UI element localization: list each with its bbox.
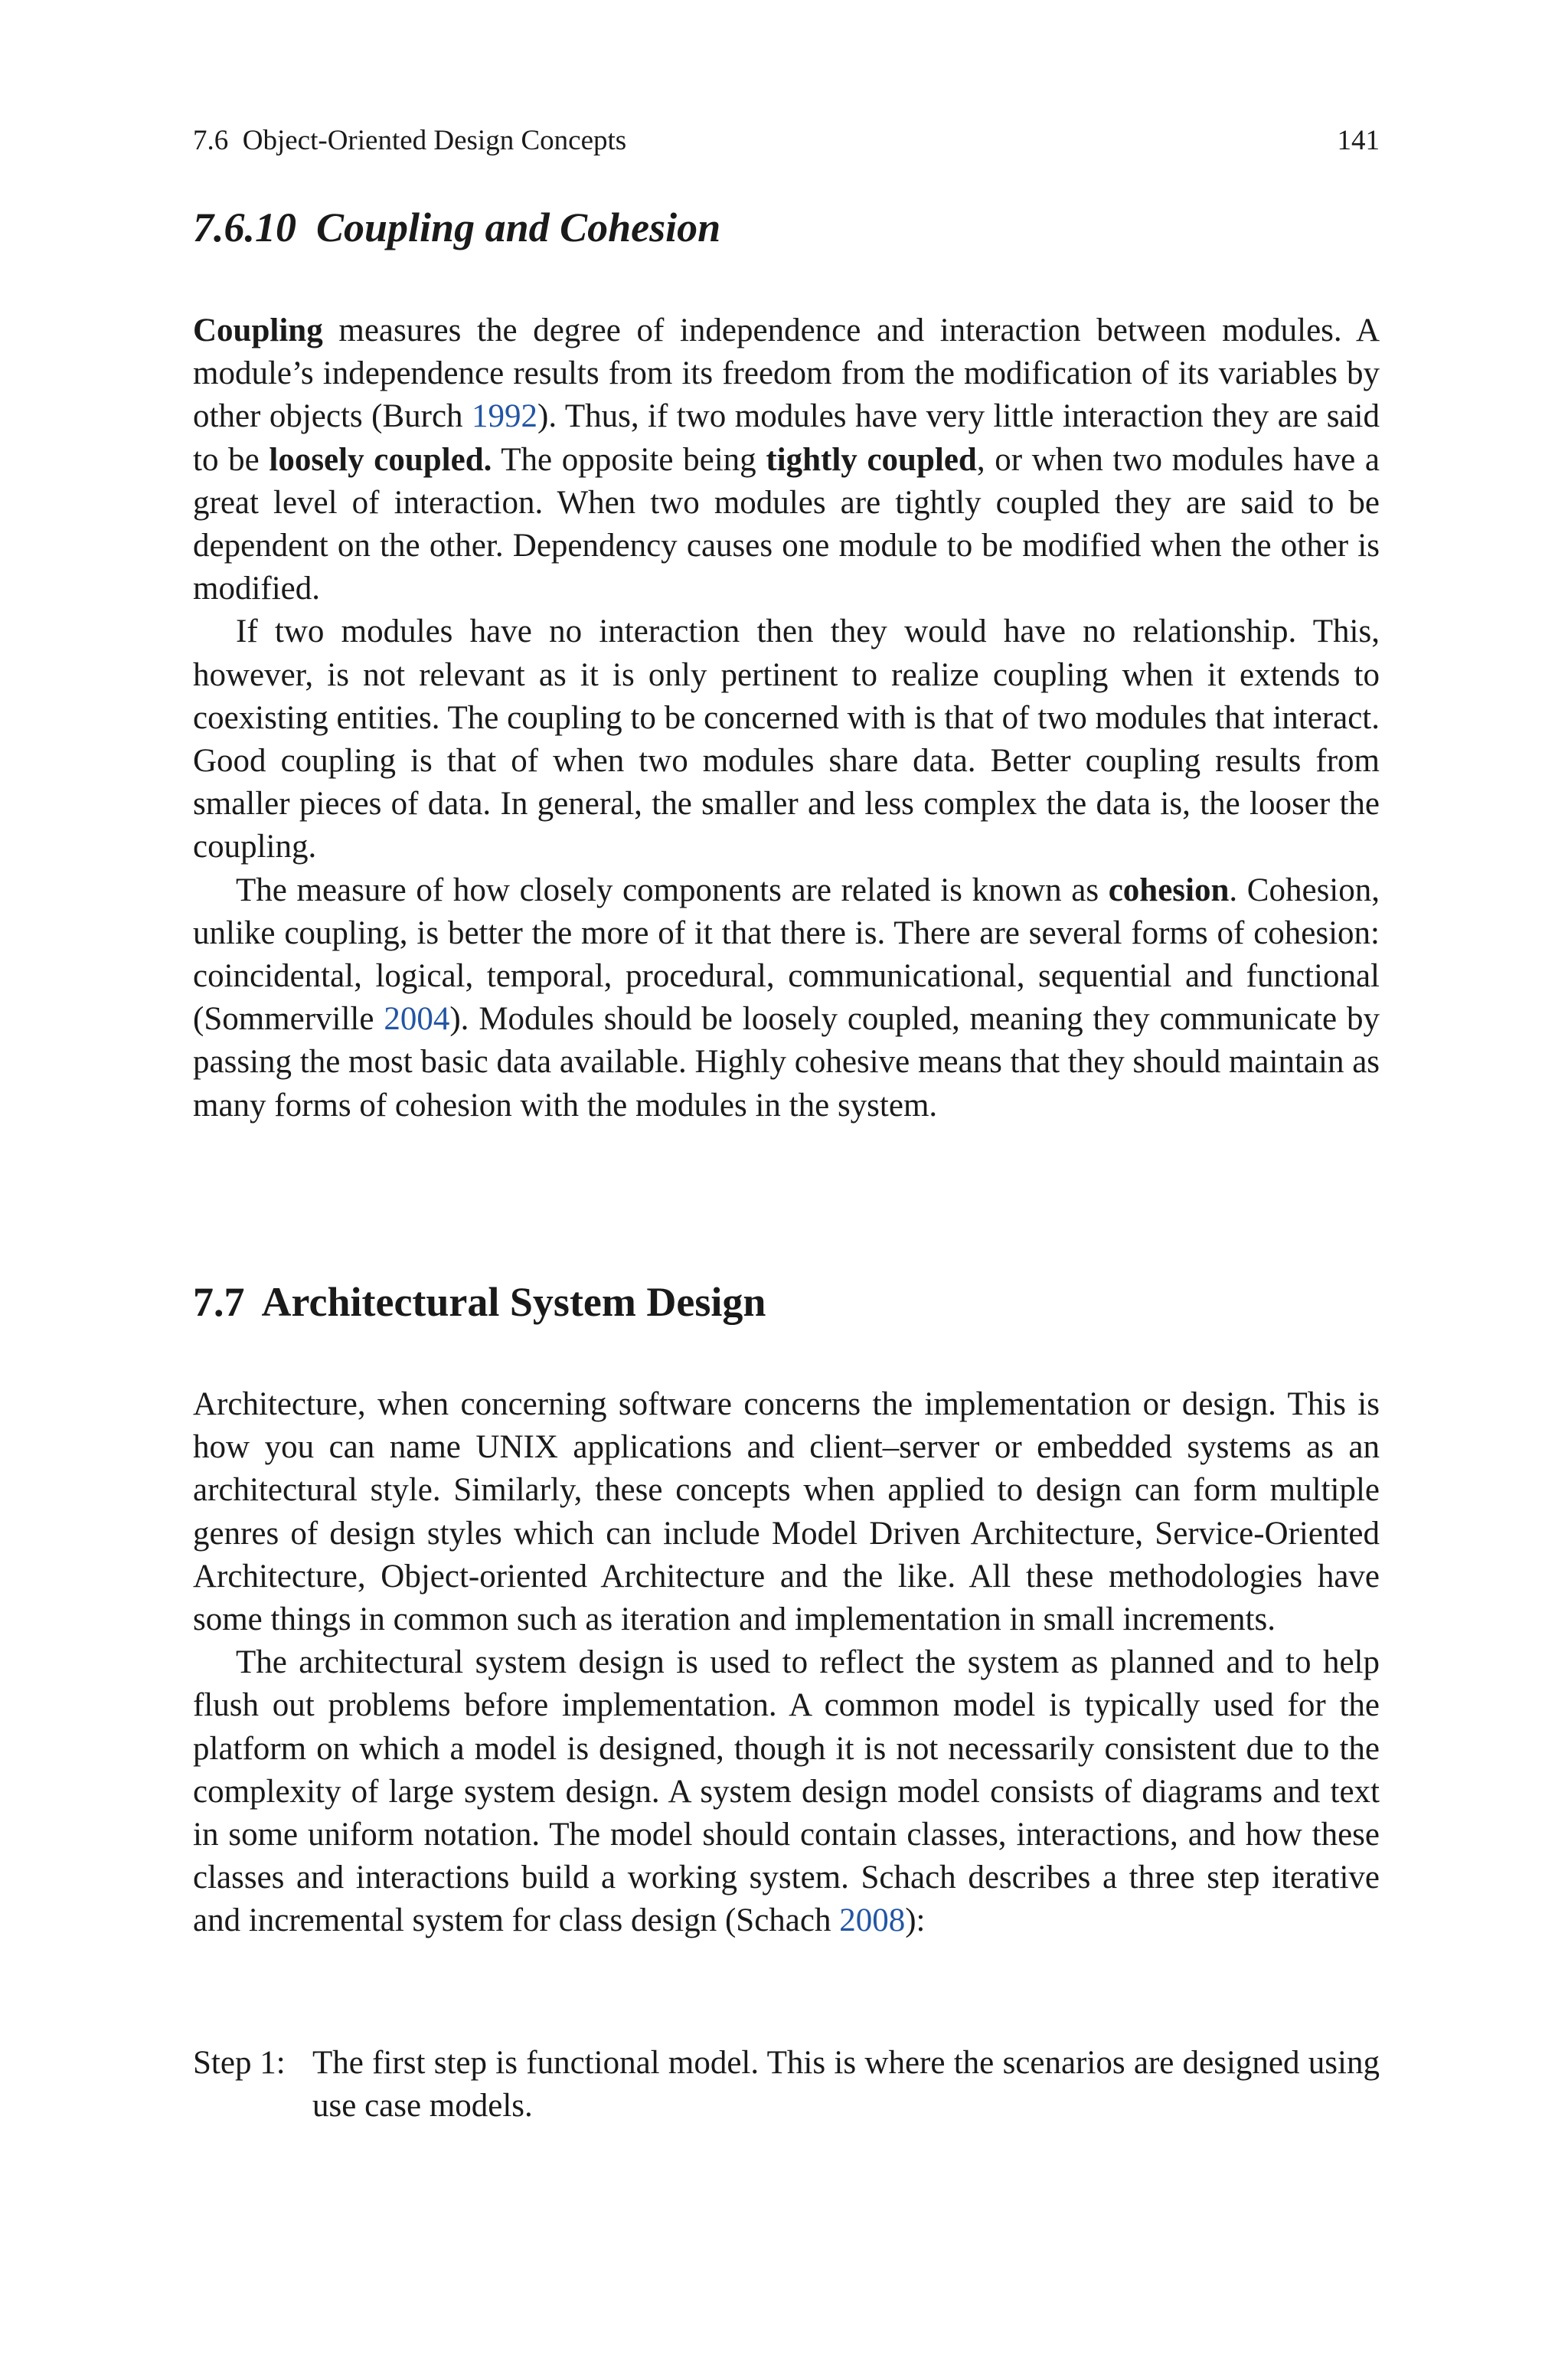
step-text: The first step is functional model. This is where the scenarios are designed using use case models. bbox=[312, 2045, 1380, 2124]
citation-link-burch[interactable]: 1992 bbox=[472, 398, 538, 435]
section-number: 7.7 bbox=[193, 1279, 245, 1325]
paragraph-text: The measure of how closely components are related is known as bbox=[236, 872, 1109, 908]
running-head-section: 7.6 bbox=[193, 125, 229, 156]
paragraph-text: ). Thus, if two modules have very little interaction they are said to be bbox=[193, 398, 1380, 478]
paragraph-text: The opposite being bbox=[492, 441, 766, 478]
section-title: Architectural System Design bbox=[261, 1279, 766, 1325]
paragraph-text: The architectural system design is used to reflect the system as planned and to help flush out problems before implementation. A common model is typically used for the platform on which a model is designed, though it is not necessarily consistent due to the complexity of large system design. A system design model consists of diagrams and text in some uniform notation. The model should contain classes, interactions, and how these classes and interactions build a working system. Schach describes a three step iterative and incremental system for class design (Schach bbox=[193, 1644, 1380, 1939]
running-head-title: Object-Oriented Design Concepts bbox=[242, 125, 627, 156]
citation-link-schach[interactable]: 2008 bbox=[839, 1902, 906, 1939]
section-heading bbox=[193, 1275, 766, 1329]
paragraph-text: measures the degree of independence and interaction between modules. A module’s independence results from its freedom from the modification of its variables by other objects (Burch bbox=[193, 312, 1380, 435]
architecture-body bbox=[193, 1383, 1380, 1943]
term-tightly-coupled: tightly coupled bbox=[766, 441, 977, 478]
term-loosely-coupled: loosely coupled. bbox=[269, 441, 492, 478]
step-list-item bbox=[193, 2042, 1380, 2128]
page-number: 141 bbox=[1337, 125, 1380, 156]
paragraph-architecture: Architecture, when concerning software concerns the implementation or design. This is how you can name UNIX applications and client–server or embedded systems as an architectural style. Similarly, these concepts when applied to design can form multiple genres of design styles which can include Model Driven Architecture, Service-Oriented Architecture, Object-oriented Architecture and the like. All these methodologies have some things in common such as iteration and implementation in small increments. bbox=[193, 1386, 1380, 1638]
paragraph-text: , or when two modules have a great level of interaction. When two modules are tightly coupled they are said to be dependent on the other. Dependency causes one module to be modified when the other is modified. bbox=[193, 441, 1380, 607]
paragraph-text: ). Modules should be loosely coupled, meaning they communicate by passing the most basic data available. Highly cohesive means that they should maintain as many forms of cohesion with the modules in the system. bbox=[193, 1001, 1380, 1124]
citation-link-sommerville[interactable]: 2004 bbox=[384, 1001, 450, 1038]
subsection-number: 7.6.10 bbox=[193, 204, 296, 250]
running-head bbox=[193, 123, 1380, 159]
subsection-heading bbox=[193, 201, 720, 254]
paragraph-text: . Cohesion, unlike coupling, is better the more of it that there is. There are several forms of cohesion: coincidental, logical, temporal, procedural, communicational, sequential and functional (Sommerville bbox=[193, 872, 1380, 1038]
paragraph-text: ): bbox=[905, 1902, 926, 1939]
paragraph-interaction: If two modules have no interaction then they would have no relationship. This, however, is not relevant as it is only pertinent to realize coupling when it extends to coexisting entities. The coupling to be concerned with is that of two modules that interact. Good coupling is that of when two modules share data. Better coupling results from smaller pieces of data. In general, the smaller and less complex the data is, the looser the coupling. bbox=[193, 613, 1380, 865]
step-label: Step 1: bbox=[193, 2045, 286, 2081]
term-coupling: Coupling bbox=[193, 312, 323, 348]
subsection-title: Coupling and Cohesion bbox=[316, 204, 721, 250]
paragraph-cohesion bbox=[193, 869, 1380, 1127]
paragraph-system-design bbox=[193, 1641, 1380, 1942]
coupling-cohesion-body bbox=[193, 309, 1380, 1127]
paragraph-coupling bbox=[193, 309, 1380, 610]
term-cohesion: cohesion bbox=[1108, 872, 1230, 908]
